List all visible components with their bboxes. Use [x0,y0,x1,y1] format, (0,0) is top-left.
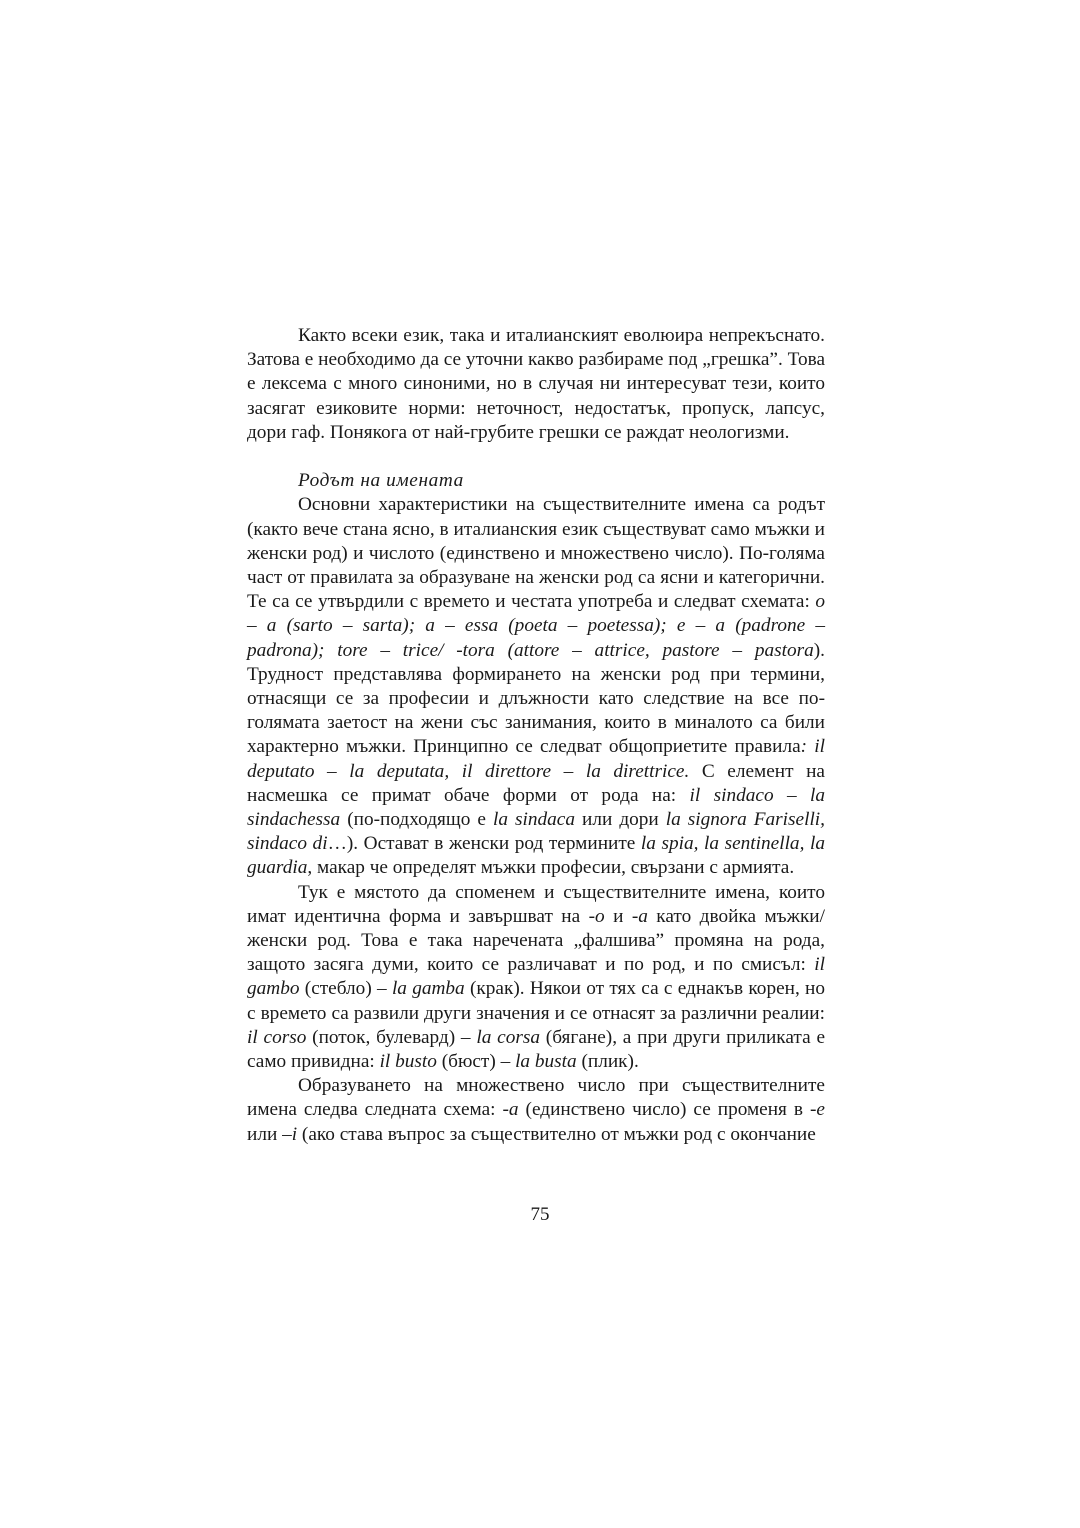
text-run: (бюст) – [436,1051,516,1073]
text-run: Образуването на множествено число при съществителните имена следва следната схема: - [247,1075,825,1121]
text-run: …). Остават в женски род термините [327,833,641,855]
paragraph-gap [247,445,825,469]
italic-run: il busto [379,1051,437,1073]
text-run: (по-подходящо е [340,809,493,831]
text-run: (ако става въпрос за съществително от мъжки род с окончание [297,1123,816,1145]
text-run: или дори [575,809,666,831]
paragraph-intro: Както всеки език, така и италианският еволюира непрекъснато. Затова е необходимо да се уточни какво разбираме под „грешка”. Това е лексема с много синоними, но в случая ни интересуват тези, които засягат езиковите норми: неточност, недостатък, пропуск, лапсус, дори гаф. Понякога от най-грубите грешки се раждат неологизми. [247,325,825,443]
text-run: , макар че определят мъжки професии, свързани с армията. [307,857,795,879]
paragraph-gender-rules [247,493,825,880]
paragraph-plural [247,1074,825,1147]
text-run: (стебло) – [299,978,392,1000]
italic-run: la corsa [476,1026,541,1048]
text-run: (единствено число) се променя в - [518,1099,817,1121]
italic-run: e [816,1099,825,1121]
italic-run: il sindaco – la sindachessa [247,784,825,831]
section-heading: Родът на имената [298,470,464,492]
italic-run: la gamba [391,978,465,1000]
text-run: ). Трудност представлява формирането на женски род при термини, отнасящи се за професии и длъжности като следствие на все по-голямата заетост на жени със занимания, които в миналото са били характерно мъжки. Принципно се следват общоприетите правила [247,639,825,758]
text-run: (бягане), а при други приликата е само привидна: [247,1026,825,1073]
italic-run: la busta [515,1051,577,1073]
text-run: Тук е мястото да споменем и съществителните имена, които имат идентична форма и завършват на [247,881,825,927]
italic-run: la signora Fariselli, sindaco di [247,809,825,855]
italic-run: il gambo [247,954,825,1000]
italic-run: -o [588,905,605,927]
text-run: като двойка мъжки/ женски род. Това е така наречената „фалшива” промяна на рода, защото засяга думи, които се различават и по род, и по смисъл: [247,905,825,976]
italic-run: o – a (sarto – sarta); a – essa (poeta – poetessa); e – a (padrone – padrona); tore – trice/ -tora (attore – attrice, pastore – pastora [247,591,825,661]
text-run: С елемент на насмешка се примат обаче форми от рода на: [247,760,825,806]
text-run: и [604,905,632,927]
paragraph-false-gender [247,881,825,1075]
text-run: (поток, булевард) – [306,1026,477,1048]
italic-run: il corso [247,1026,307,1048]
italic-run: la sindaca [493,809,576,831]
body-text [247,324,825,1147]
text-run: или – [247,1123,292,1145]
italic-run: : il deputato – la deputata, il direttore – la direttrice. [247,736,825,782]
text-run: (крак). Някои от тях са с еднакъв корен, но с времето са развили други значения и се отнасят за различни реалии: [247,978,826,1024]
italic-run: -a [631,905,648,927]
page-number: 75 [530,1204,550,1225]
italic-run: a [508,1099,519,1121]
italic-run: i [291,1123,298,1145]
text-run: Основни характеристики на съществителните имена са родът (както вече стана ясно, в италианския език съществуват само мъжки и женски род) и числото (единствено и множествено число). По-голяма част от правилата за образуване на женски род са ясни и категорични. Те са се утвърдили с времето и честата употреба и следват схемата: [247,494,825,613]
italic-run: la spia, la sentinella, la guardia [247,833,825,879]
text-run: (плик). [576,1051,639,1073]
